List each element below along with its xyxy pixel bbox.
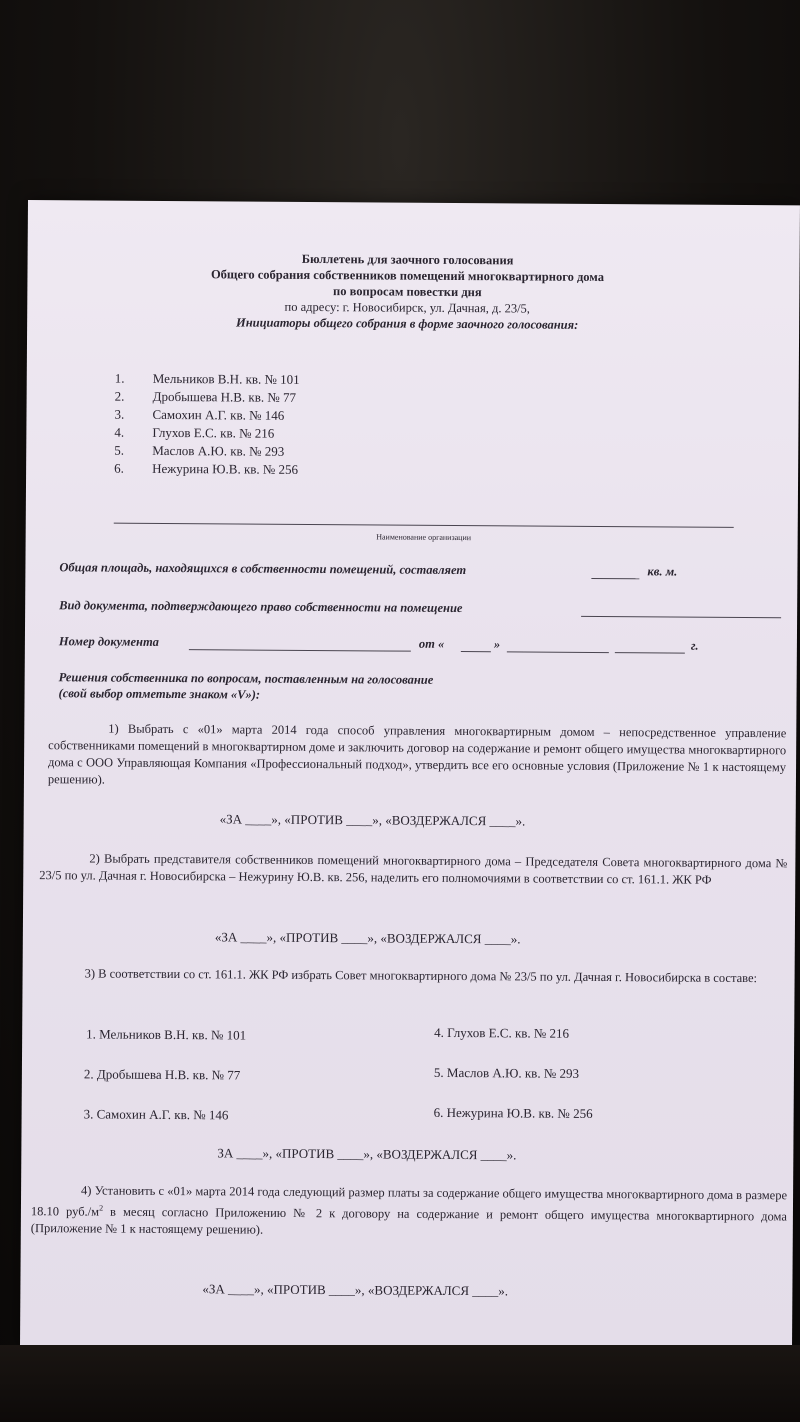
initiator-item: 6. Нежурина Ю.В. кв. № 256 (114, 460, 299, 477)
year-suffix: г. (690, 638, 699, 653)
table-surface (0, 1345, 800, 1422)
doc-number-input[interactable] (189, 649, 411, 652)
year-input[interactable] (615, 652, 685, 653)
council-member: 3. Самохин А.Г. кв. № 146 (83, 1106, 229, 1123)
question-1: 1) Выбрать с «01» марта 2014 года способ управления многоквартирным домом – непосредственное управление собственниками помещений в многоквартирном доме и заключить договор на содержание и ремонт общего имущества многоквартирного дома с ООО Управляющая Компания «Профессиональный подход», утвердить все его основные условия (Приложение № 1 к настоящему решению). (47, 721, 787, 787)
doc-type-label: Вид документа, подтверждающего право собственности на помещение (59, 598, 463, 616)
question-3: 3) В соответствии со ст. 161.1. ЖК РФ избрать Совет многоквартирного дома № 23/5 по ул. Дачная г. Новосибирска в составе: (84, 966, 758, 986)
question-4: 4) Установить с «01» марта 2014 года следующий размер платы за содержание общего имущества многоквартирного дома в размере 18.10 $руб./м^2$ в месяц согласно Приложению № 2 к договору на содержание и ремонт общего имущества многоквартирного дома (Приложение № 1 к настоящему решению). (30, 1183, 788, 1237)
from-label: от « (418, 636, 445, 651)
council-member: 2. Дробышева Н.В. кв. № 77 (83, 1066, 241, 1083)
title-line-3: по вопросам повестки дня (333, 284, 482, 300)
initiator-item: 2. Дробышева Н.В. кв. № 77 (114, 388, 297, 405)
council-member: 6. Нежурина Ю.В. кв. № 256 (433, 1104, 593, 1121)
area-input[interactable] (591, 578, 639, 579)
initiator-item: 5. Маслов А.Ю. кв. № 293 (114, 442, 285, 459)
title-line-2: Общего собрания собственников помещений многоквартирного дома (210, 267, 605, 285)
question-2: 2) Выбрать представителя собственников помещений многоквартирного дома – Председателя Совета многоквартирного дома № 23/5 по ул. Дачная г. Новосибирска – Нежурину Ю.В. кв. 256, наделить его полномочиями в соответствии со ст. 161.1. ЖК РФ (39, 851, 788, 887)
organization-caption: Наименование организации (376, 532, 472, 543)
area-label: Общая площадь, находящихся в собственности помещений, составляет (59, 560, 467, 578)
initiators-title: Инициаторы общего собрания в форме заочного голосования: (235, 315, 579, 332)
area-unit: кв. м. (647, 564, 678, 579)
doc-type-input[interactable] (581, 616, 781, 618)
vote-options-3[interactable]: ЗА ____», «ПРОТИВ ____», «ВОЗДЕРЖАЛСЯ ____». (217, 1145, 517, 1163)
decisions-title: Решения собственника по вопросам, поставленным на голосование (58, 670, 434, 687)
title-line-1: Бюллетень для заочного голосования (301, 251, 514, 268)
address-line: по адресу: г. Новосибирск, ул. Дачная, д. 23/5, (284, 299, 531, 316)
month-input[interactable] (507, 651, 609, 653)
doc-number-label: Номер документа (58, 634, 159, 649)
council-member: 1. Мельников В.Н. кв. № 101 (86, 1026, 247, 1043)
vote-options-2[interactable]: «ЗА ____», «ПРОТИВ ____», «ВОЗДЕРЖАЛСЯ ____». (214, 929, 521, 947)
initiator-item: 1. Мельников В.Н. кв. № 101 (114, 370, 300, 387)
ballot-sheet (20, 200, 800, 1350)
vote-options-4[interactable]: «ЗА ____», «ПРОТИВ ____», «ВОЗДЕРЖАЛСЯ ____». (202, 1281, 509, 1299)
council-member: 5. Маслов А.Ю. кв. № 293 (433, 1064, 580, 1081)
initiator-item: 3. Самохин А.Г. кв. № 146 (114, 406, 285, 423)
organization-line[interactable] (114, 523, 734, 528)
vote-options-1[interactable]: «ЗА ____», «ПРОТИВ ____», «ВОЗДЕРЖАЛСЯ ____». (219, 811, 526, 829)
decisions-hint: (свой выбор отметьте знаком «V»): (58, 686, 261, 702)
day-input[interactable] (461, 651, 491, 652)
quote-close: » (493, 637, 501, 652)
initiator-item: 4. Глухов Е.С. кв. № 216 (114, 424, 275, 441)
council-member: 4. Глухов Е.С. кв. № 216 (434, 1024, 570, 1041)
